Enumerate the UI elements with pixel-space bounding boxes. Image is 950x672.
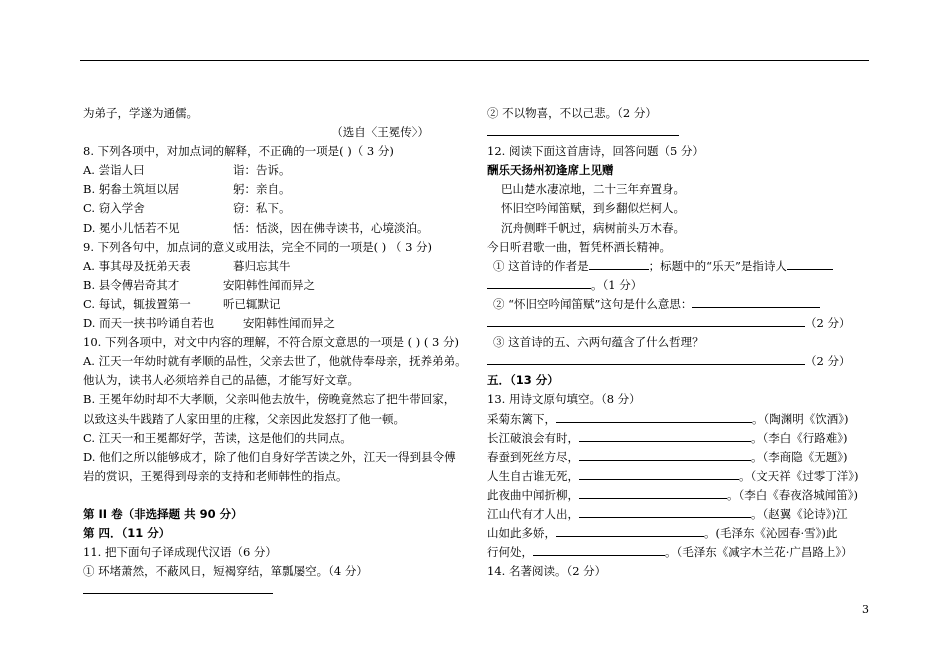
part-2-heading: 第 II 卷（非选择题 共 90 分） [83, 506, 243, 521]
fill-line: 此夜曲中闻折柳， 。（李白《春夜洛城闻笛》) [487, 487, 858, 502]
subquestion-2: ② “怀旧空吟闻笛赋”这句是什么意思： [487, 295, 879, 314]
subquestion-2-cont: （2 分） [487, 314, 879, 333]
header-rule [80, 60, 869, 61]
answer-line [487, 123, 879, 142]
section-4-heading: 第 四．（11 分） [83, 526, 171, 541]
poem-line: 巴山楚水凄凉地，二十三年弃置身。 [501, 182, 685, 197]
question-10: 10. 下列各项中，对文中内容的理解，不符合原文意思的一项是 ( ) ( 3 分) [83, 335, 459, 350]
q10-line: B. 王冕年幼时却不大孝顺，父亲叫他去放牛，傍晚竟然忘了把牛带回家， [83, 392, 456, 407]
subquestion-1: ① 这首诗的作者是 ；标题中的“乐天”是指诗人 [487, 257, 879, 276]
q11-sentence-2: ② 不以物喜，不以己悲。（2 分） [487, 106, 657, 120]
q8-option-b: B. 躬畚土筑垣以居 躬：亲自。 [83, 182, 291, 197]
fill-line: 人生自古谁无死， 。（文天祥《过零丁洋》) [487, 468, 859, 483]
q10-line: C. 江天一和王冕都好学，苦读，这是他们的共同点。 [83, 430, 352, 445]
q8-option-a: A. 尝诣人曰 诣：告诉。 [83, 163, 291, 178]
question-11: 11. 把下面句子译成现代汉语（6 分） [83, 545, 277, 560]
fill-line: 长江破浪会有时， 。（李白《行路难》) [487, 430, 848, 445]
fill-line: 山如此多娇， 。(毛泽东《沁园春·雪》)此 [487, 526, 838, 541]
section-5-heading: 五．（13 分） [487, 373, 559, 388]
poem-title: 酬乐天扬州初逢席上见赠 [487, 163, 614, 178]
subquestion-3: ③ 这首诗的五、六两句蕴含了什么哲理？ [493, 335, 704, 350]
q9-option-d: D. 而天一挟书吟诵自若也 安阳韩性闻而异之 [83, 316, 335, 331]
fill-line: 行何处， 。（毛泽东《减字木兰花·广昌路上》） [487, 545, 853, 560]
question-12: 12. 阅读下面这首唐诗，回答问题（5 分） [487, 144, 704, 159]
question-8: 8. 下列各项中，对加点词的解释，不正确的一项是( )（ 3 分) [83, 144, 394, 159]
fill-line: 江山代有才人出， 。（赵翼《论诗》)江 [487, 506, 848, 521]
q8-option-d: D. 冕小儿恬若不见 恬：恬淡，因在佛寺读书，心境淡泊。 [83, 220, 429, 235]
left-column [83, 104, 475, 600]
q10-line: A. 江天一年幼时就有孝顺的品性，父亲去世了，他就侍奉母亲，抚养弟弟。 [83, 354, 467, 369]
q9-option-a: A. 事其母及抚弟天表 暮归忘其牛 [83, 258, 291, 273]
passage-line: 为弟子，学遂为通儒。 [83, 106, 198, 120]
q10-line: 以致这头牛践踏了人家田里的庄稼，父亲因此发怒打了他一顿。 [83, 411, 405, 426]
q9-option-b: B. 县令傅岩奇其才 安阳韩性闻而异之 [83, 277, 315, 292]
q10-line: 岩的赏识，王冕得到母亲的支持和老师韩性的指点。 [83, 468, 348, 483]
fill-line: 春蚕到死丝方尽， 。（李商隐《无题》) [487, 449, 848, 464]
right-column [487, 104, 879, 581]
q10-line: D. 他们之所以能够成才，除了他们自身好学苦读之外，江天一得到县令傅 [83, 449, 456, 464]
question-13: 13. 用诗文原句填空。（8 分） [487, 392, 641, 407]
poem-line: 怀旧空吟闻笛赋，到乡翻似烂柯人。 [501, 201, 685, 216]
passage-source: （选自〈王冕传〉） [331, 125, 429, 140]
subquestion-3-cont: （2 分） [487, 352, 879, 371]
answer-line [83, 581, 475, 600]
question-14: 14. 名著阅读。（2 分） [487, 564, 607, 579]
subquestion-1-cont: 。（1 分） [487, 276, 879, 295]
q10-line: 他认为，读书人必须培养自己的品德，才能写好文章。 [83, 373, 359, 388]
question-9: 9. 下列各句中，加点词的意义或用法，完全不同的一项是( ) （ 3 分) [83, 239, 433, 254]
q8-option-c: C. 窃入学舍 窃：私下。 [83, 201, 291, 216]
fill-line: 采菊东篱下， 。（陶渊明《饮酒》) [487, 411, 849, 426]
poem-line: 沉舟侧畔千帆过，病树前头万木春。 [501, 220, 685, 235]
q9-option-c: C. 每试，辄拔置第一 听已辄默记 [83, 296, 281, 311]
q11-sentence-1: ① 环堵萧然，不蔽风日，短褐穿结，箪瓢屡空。（4 分） [83, 564, 368, 579]
poem-line: 今日听君歌一曲，暂凭杯酒长精神。 [487, 239, 671, 254]
page-number: 3 [862, 603, 869, 616]
